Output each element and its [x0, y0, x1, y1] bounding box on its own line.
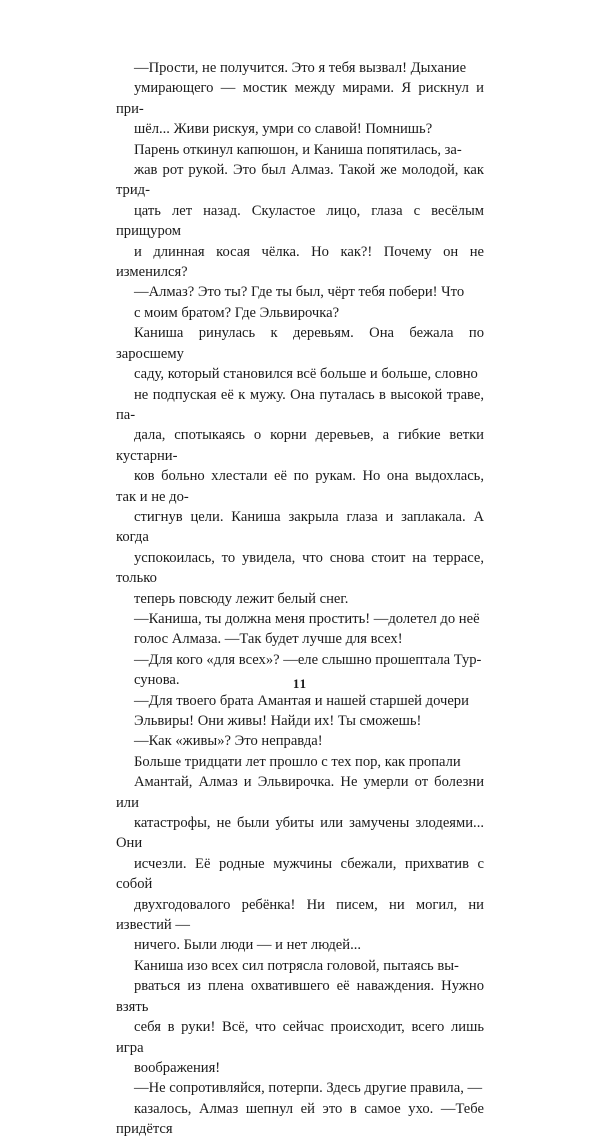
- paragraph: [116, 691, 484, 732]
- paragraph: [116, 609, 484, 650]
- text-line: стигнув цели. Каниша закрыла глаза и заплакала. А когда: [116, 508, 484, 546]
- text-line: —Для твоего брата Амантая и нашей старшей дочери: [134, 692, 469, 709]
- text-line: —Как «живы»? Это неправда!: [134, 733, 323, 750]
- paragraph: [116, 58, 484, 140]
- paragraph: [116, 731, 484, 751]
- paragraph: [116, 323, 484, 609]
- text-line: дала, спотыкаясь о корни деревьев, а гибкие ветки кустарни-: [116, 427, 484, 464]
- text-line: не подпуская её к мужу. Она путалась в высокой траве, па-: [116, 386, 484, 423]
- text-line: теперь повсюду лежит белый снег.: [134, 590, 349, 607]
- text-line: —Прости, не получится. Это я тебя вызвал! Дыхание: [134, 60, 467, 76]
- text-line: Больше тридцати лет прошло с тех пор, как пропали: [134, 753, 461, 770]
- text-line: казалось, Алмаз шепнул ей это в самое ухо. —Тебе придётся: [116, 1100, 484, 1138]
- text-line: —Каниша, ты должна меня простить! —долетел до неё: [134, 610, 480, 627]
- text-line: и длинная косая чёлка. Но как?! Почему он не изменился?: [116, 243, 484, 281]
- text-line: ничего. Были люди — и нет людей...: [134, 937, 362, 954]
- page-number: 11: [292, 676, 308, 691]
- text-line: Каниша изо всех сил потрясла головой, пытаясь вы-: [134, 957, 459, 974]
- text-line: исчезли. Её родные мужчины сбежали, прихватив с собой: [116, 855, 484, 893]
- text-line: ков больно хлестали её по рукам. Но она выдохлась, так и не до-: [116, 468, 484, 505]
- text-line: Эльвиры! Они живы! Найди их! Ты сможешь!: [134, 713, 422, 729]
- paragraph: [116, 752, 484, 956]
- paragraph: [116, 956, 484, 1078]
- text-line: —Для кого «для всех»? —еле слышно прошептала Тур-: [134, 651, 482, 668]
- text-line: цать лет назад. Скуластое лицо, глаза с весёлым прищуром: [116, 202, 484, 240]
- text-line: воображения!: [134, 1059, 221, 1076]
- text-line: —Алмаз? Это ты? Где ты был, чёрт тебя побери! Что: [134, 284, 465, 301]
- text-line: умирающего — мостик между мирами. Я рискнул и при-: [116, 80, 484, 117]
- text-line: сунова.: [134, 672, 180, 689]
- text-line: —Не сопротивляйся, потерпи. Здесь другие правила, —: [134, 1080, 483, 1097]
- text-line: успокоилась, то увидела, что снова стоит на террасе, только: [116, 549, 484, 587]
- text-line: жав рот рукой. Это был Алмаз. Такой же молодой, как трид-: [116, 162, 484, 199]
- text-line: двухгодовалого ребёнка! Ни писем, ни могил, ни известий —: [116, 896, 484, 934]
- text-line: голос Алмаза. —Так будет лучше для всех!: [134, 631, 403, 648]
- text-line: шёл... Живи рискуя, умри со славой! Помнишь?: [134, 121, 433, 138]
- paragraph: [116, 140, 484, 283]
- text-line: саду, который становился всё больше и больше, словно: [134, 366, 478, 383]
- paragraph: [116, 282, 484, 323]
- text-line: себя в руки! Всё, что сейчас происходит, всего лишь игра: [116, 1019, 484, 1056]
- text-line: Каниша ринулась к деревьям. Она бежала по заросшему: [116, 325, 484, 362]
- text-line: катастрофы, не были убиты или замучены злодеями... Они: [116, 815, 484, 852]
- text-line: с моим братом? Где Эльвирочка?: [134, 304, 340, 321]
- body-text: [116, 58, 484, 1140]
- text-line: Парень откинул капюшон, и Каниша попятилась, за-: [134, 141, 462, 158]
- text-line: Амантай, Алмаз и Эльвирочка. Не умерли от болезни или: [116, 774, 484, 811]
- paragraph: [116, 1078, 484, 1139]
- text-line: рваться из плена охватившего её наваждения. Нужно взять: [116, 978, 484, 1015]
